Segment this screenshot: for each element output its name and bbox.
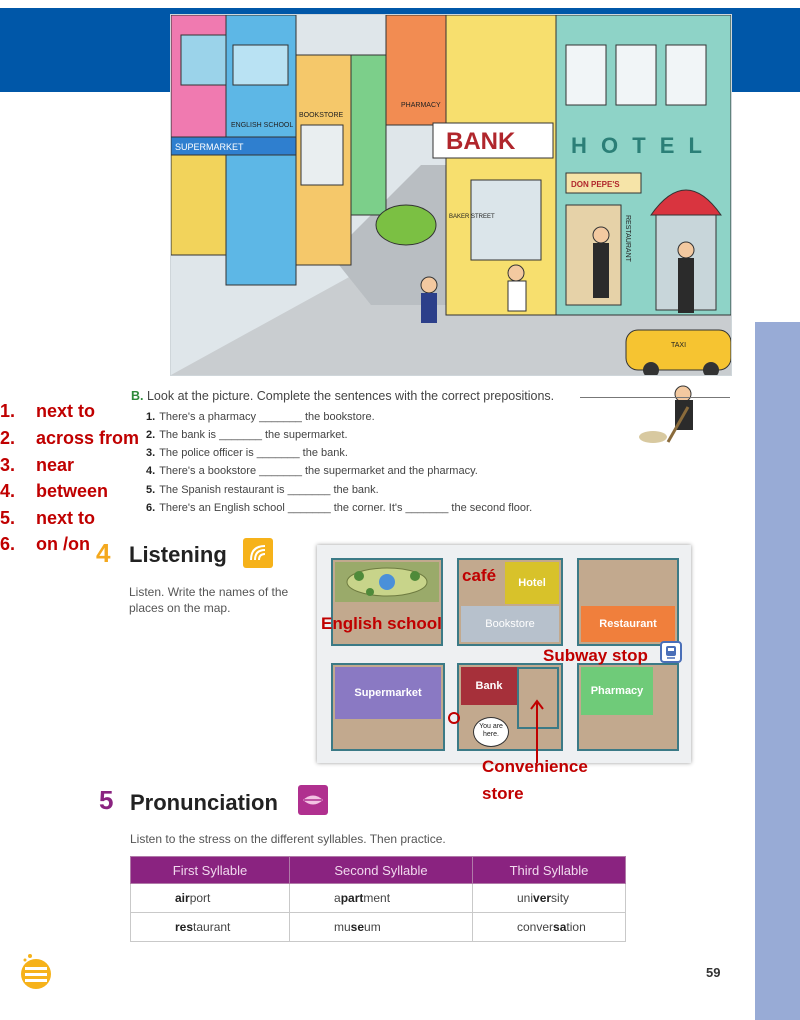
bank-cell: Bank (461, 667, 517, 705)
pharmacy-cell: Pharmacy (581, 667, 653, 715)
answer-number: 5. (0, 508, 16, 528)
sentence-3 (146, 447, 348, 459)
subway-icon (660, 641, 682, 663)
answer-text: near (36, 455, 75, 475)
sentence-text: The Spanish restaurant is _______ the bank. (159, 484, 379, 496)
taxi-sign: TAXI (671, 342, 687, 349)
pre-stress: conver (517, 920, 554, 934)
word-apartment (290, 884, 473, 913)
sentence-number: 4. (146, 465, 156, 477)
you-are-here-marker: You are here. (473, 717, 509, 747)
answer-number: 2. (0, 428, 16, 448)
table-row (131, 913, 626, 942)
sentence-text: The police officer is _______ the bank. (159, 447, 348, 459)
table-row (131, 884, 626, 913)
answer-number: 1. (0, 401, 16, 421)
syllable-table (130, 856, 626, 942)
pre-stress: uni (517, 891, 534, 905)
handwritten-english-school: English school (321, 614, 442, 633)
bank-sign: BANK (446, 128, 516, 155)
sentence-6 (146, 502, 532, 514)
page-number: 59 (706, 965, 721, 980)
sentence-text: There's a pharmacy _______ the bookstore. (159, 411, 375, 423)
supermarket-sign: SUPERMARKET (175, 142, 244, 152)
listening-number: 4 (96, 538, 111, 568)
answer-text: between (36, 481, 109, 501)
bookstore-sign: BOOKSTORE (299, 112, 344, 119)
word-restaurant (131, 913, 290, 942)
listening-title: Listening (129, 542, 227, 567)
sentence-number: 6. (146, 502, 156, 514)
sentence-number: 3. (146, 447, 156, 459)
map-block-restaurant (577, 558, 679, 646)
answer-number: 6. (0, 534, 16, 554)
restaurant-sign: RESTAURANT (624, 215, 631, 262)
answer-text: across from (36, 428, 140, 448)
side-color-band (755, 322, 800, 1020)
restaurant-name-sign: DON PEPE'S (571, 180, 620, 189)
post-stress: taurant (193, 920, 231, 934)
stressed-syllable: res (175, 920, 194, 934)
lips-icon-graphic (298, 785, 328, 815)
street-sweeper-figure (638, 382, 710, 448)
listening-instruction: Listen. Write the names of the places on the map. (129, 585, 289, 615)
post-stress: sity (551, 891, 570, 905)
post-stress: ment (363, 891, 391, 905)
post-stress: port (189, 891, 211, 905)
pre-stress: a (334, 891, 341, 905)
map-block-pharmacy (577, 663, 679, 751)
answer-text: next to (36, 508, 96, 528)
baker-street-sign: BAKER STREET (449, 214, 495, 220)
post-stress: um (364, 920, 381, 934)
hotel-cell: Hotel (505, 562, 559, 604)
pronunciation-number: 5 (99, 785, 114, 815)
post-stress: tion (566, 920, 586, 934)
map-block-bank (457, 663, 563, 751)
header-second-syllable: Second Syllable (290, 857, 473, 884)
publisher-logo (16, 950, 56, 992)
word-university (473, 884, 626, 913)
exercise-b-text: Look at the picture. Complete the sentences with the correct prepositions. (146, 389, 555, 403)
headphones-icon[interactable] (243, 538, 273, 568)
word-airport (131, 884, 290, 913)
stressed-syllable: air (175, 891, 190, 905)
answer-number: 3. (0, 455, 16, 475)
lips-icon[interactable] (298, 785, 328, 815)
sentence-number: 5. (146, 484, 156, 496)
handwritten-subway-stop: Subway stop (543, 646, 648, 665)
handwritten-store: store (482, 784, 524, 803)
hotel-sign: H O T E L (571, 133, 706, 158)
bookstore-cell: Bookstore (461, 606, 559, 642)
pronunciation-title: Pronunciation (130, 790, 278, 815)
stressed-syllable: ver (533, 891, 552, 905)
sentence-4 (146, 465, 478, 477)
sentence-1 (146, 411, 375, 423)
park-area (335, 562, 439, 602)
header-first-syllable: First Syllable (131, 857, 290, 884)
stressed-syllable: se (350, 920, 365, 934)
pre-stress: mu (334, 920, 351, 934)
headphones-icon-graphic (243, 538, 273, 568)
restaurant-cell: Restaurant (581, 606, 675, 642)
supermarket-cell: Supermarket (335, 667, 441, 719)
sentence-number: 2. (146, 429, 156, 441)
sentence-2 (146, 429, 348, 441)
park-graphic (335, 562, 439, 602)
sentence-text: There's an English school _______ the corner. It's _______ the second floor. (159, 502, 533, 514)
sentence-number: 1. (146, 411, 156, 423)
stressed-syllable: sa (553, 920, 567, 934)
stressed-syllable: part (340, 891, 364, 905)
sentence-5 (146, 484, 379, 496)
street-illustration (170, 14, 732, 376)
handwritten-convenience: Convenience (482, 757, 588, 776)
word-conversation (473, 913, 626, 942)
divider-line (580, 397, 730, 398)
sentence-text: There's a bookstore _______ the supermarket and the pharmacy. (159, 465, 478, 477)
train-glyph (662, 643, 680, 661)
arrow-up-icon (529, 697, 545, 763)
header-third-syllable: Third Syllable (473, 857, 626, 884)
word-museum (290, 913, 473, 942)
location-circle (448, 712, 460, 724)
table-header-row (131, 857, 626, 884)
answer-number: 4. (0, 481, 16, 501)
handwritten-cafe: café (462, 566, 497, 585)
answer-text: on /on (36, 534, 90, 554)
exercise-b-letter: B. (131, 389, 144, 403)
sentence-text: The bank is _______ the supermarket. (159, 429, 348, 441)
pharmacy-sign: PHARMACY (401, 102, 441, 109)
answer-text: next to (36, 401, 96, 421)
english-school-sign: ENGLISH SCHOOL (231, 122, 294, 129)
map-block-supermarket (331, 663, 445, 751)
pronunciation-instruction: Listen to the stress on the different syllables. Then practice. (130, 832, 446, 846)
exercise-b-instruction (131, 389, 554, 403)
